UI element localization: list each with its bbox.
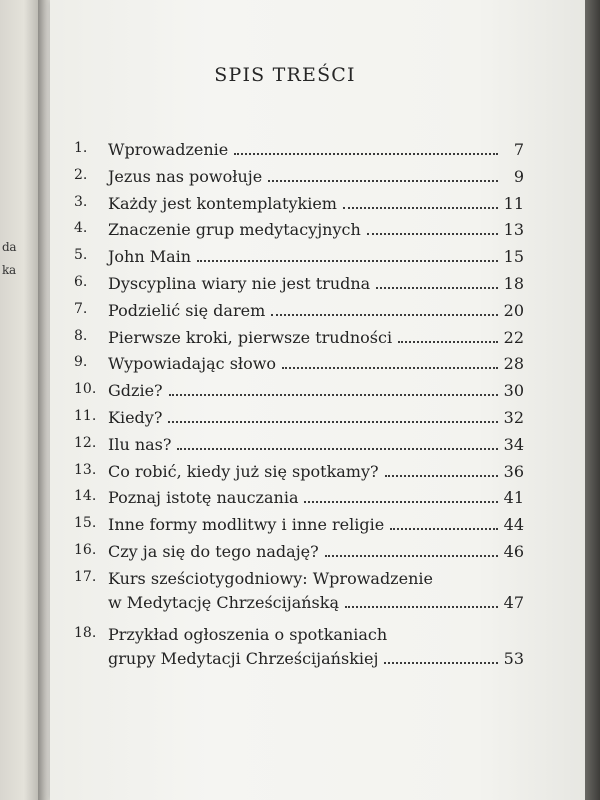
toc-number: 18.	[74, 624, 97, 641]
dot-leader	[271, 314, 497, 316]
toc-page-number: 34	[503, 434, 524, 454]
toc-title: Podzielić się darem	[108, 300, 266, 320]
toc-entry	[74, 515, 524, 542]
toc-page-number: 41	[503, 488, 524, 508]
left-page-fragment: ka	[2, 263, 16, 277]
dot-leader	[169, 394, 498, 396]
dot-leader	[343, 207, 498, 209]
page-edge-shadow	[585, 0, 600, 800]
toc-page-number: 11	[503, 193, 524, 213]
toc-entry	[74, 625, 524, 681]
dot-leader	[282, 367, 498, 369]
toc-entry	[74, 542, 524, 569]
toc-number: 3.	[74, 193, 88, 210]
toc-page-number: 7	[513, 140, 524, 159]
toc-number: 2.	[74, 166, 88, 183]
toc-page-number: 28	[503, 354, 524, 374]
toc-number: 5.	[74, 247, 88, 264]
toc-number: 13.	[74, 461, 97, 478]
toc-number: 15.	[74, 515, 97, 532]
toc-title: Dyscyplina wiary nie jest trudna	[108, 273, 371, 293]
toc-entry	[74, 408, 524, 435]
toc-title: Kurs sześciotygodniowy: Wprowadzenie	[108, 568, 433, 588]
toc-entry	[74, 435, 524, 462]
toc-title-continued: w Medytację Chrześcijańską	[108, 592, 339, 612]
toc-title: Każdy jest kontemplatykiem	[108, 193, 337, 213]
table-of-contents	[74, 140, 524, 681]
toc-number: 8.	[74, 327, 88, 344]
dot-leader	[197, 260, 498, 262]
toc-title: Ilu nas?	[108, 434, 172, 454]
toc-page-number: 18	[503, 273, 524, 293]
toc-entry	[74, 274, 524, 301]
toc-number: 9.	[74, 354, 88, 371]
toc-entry	[74, 569, 524, 625]
toc-title: Gdzie?	[108, 381, 163, 401]
toc-title: Znaczenie grup medytacyjnych	[108, 220, 361, 240]
toc-entry	[74, 140, 524, 167]
dot-leader	[384, 662, 497, 664]
dot-leader	[168, 421, 497, 423]
toc-number: 17.	[74, 568, 97, 585]
toc-page-number: 9	[513, 166, 524, 186]
dot-leader	[398, 341, 498, 343]
toc-number: 6.	[74, 273, 88, 290]
toc-entry	[74, 220, 524, 247]
dot-leader	[367, 233, 498, 235]
toc-entry	[74, 247, 524, 274]
toc-page-number: 13	[503, 220, 524, 240]
left-page	[0, 0, 40, 800]
toc-title: Co robić, kiedy już się spotkamy?	[108, 461, 379, 481]
toc-number: 1.	[74, 140, 88, 156]
toc-entry	[74, 328, 524, 355]
toc-title: Poznaj istotę nauczania	[108, 488, 299, 508]
toc-page-number: 44	[503, 515, 524, 535]
toc-number: 7.	[74, 300, 88, 317]
toc-page-number: 53	[503, 648, 524, 668]
toc-entry	[74, 488, 524, 515]
toc-title: Kiedy?	[108, 407, 163, 427]
toc-number: 12.	[74, 434, 97, 451]
toc-page-number: 36	[503, 461, 524, 481]
toc-page-number: 47	[503, 592, 524, 612]
dot-leader	[325, 555, 498, 557]
toc-page-number: 20	[503, 300, 524, 320]
toc-title: Wypowiadając słowo	[108, 354, 277, 374]
toc-page-number: 30	[503, 381, 524, 401]
toc-entry	[74, 301, 524, 328]
toc-number: 11.	[74, 407, 97, 424]
toc-entry	[74, 194, 524, 221]
toc-number: 4.	[74, 220, 88, 237]
toc-page-number: 22	[503, 327, 524, 347]
dot-leader	[304, 501, 497, 503]
toc-page-number: 32	[503, 407, 524, 427]
toc-entry	[74, 381, 524, 408]
dot-leader	[385, 475, 498, 477]
toc-title: Inne formy modlitwy i inne religie	[108, 515, 385, 535]
toc-title: Pierwsze kroki, pierwsze trudności	[108, 327, 393, 347]
dot-leader	[234, 153, 498, 155]
dot-leader	[177, 448, 497, 450]
toc-title: Wprowadzenie	[108, 140, 229, 159]
toc-page-number: 15	[503, 247, 524, 267]
toc-title: Jezus nas powołuje	[108, 166, 263, 186]
page-title: SPIS TREŚCI	[214, 64, 356, 86]
toc-title: Czy ja się do tego nadaję?	[108, 541, 319, 561]
toc-title-continued: grupy Medytacji Chrześcijańskiej	[108, 648, 379, 668]
toc-entry	[74, 462, 524, 489]
left-page-fragment: da	[2, 240, 17, 254]
dot-leader	[376, 287, 497, 289]
toc-title: Przykład ogłoszenia o spotkaniach	[108, 624, 388, 644]
dot-leader	[268, 180, 498, 182]
toc-number: 10.	[74, 381, 97, 398]
toc-title: John Main	[108, 247, 192, 267]
toc-entry	[74, 167, 524, 194]
toc-number: 16.	[74, 541, 97, 558]
dot-leader	[345, 606, 498, 608]
toc-page-number: 46	[503, 541, 524, 561]
toc-entry	[74, 354, 524, 381]
toc-number: 14.	[74, 488, 97, 505]
dot-leader	[390, 528, 497, 530]
